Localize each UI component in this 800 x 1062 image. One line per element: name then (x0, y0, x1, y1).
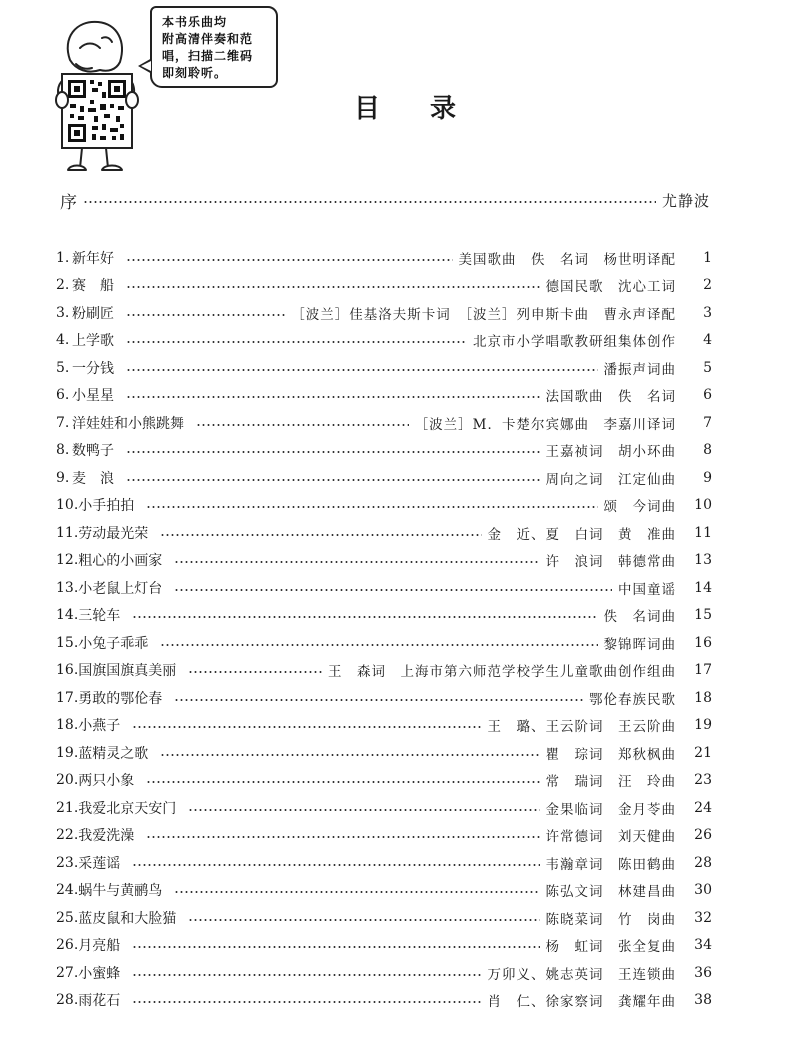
entry-number: 21. (56, 799, 79, 816)
page-number: 34 (694, 937, 712, 954)
song-credit: 王 森词 上海市第六师范学校学生儿童歌曲创作组曲 (328, 664, 676, 681)
entry-number: 14. (56, 607, 79, 624)
entry-number: 15. (56, 634, 79, 651)
song-credit: 王 璐、王云阶词 王云阶曲 (487, 719, 676, 736)
dot-leader (160, 534, 481, 536)
song-title: 我爱洗澡 (78, 828, 135, 845)
dot-leader (174, 589, 612, 591)
dot-leader (132, 726, 481, 728)
toc-entry[interactable] (56, 959, 712, 987)
song-credit: 陈弘文词 林建昌曲 (545, 884, 676, 901)
entry-number: 6. (56, 387, 70, 404)
dot-leader (132, 946, 539, 948)
toc-entry[interactable] (56, 382, 712, 410)
toc-entry[interactable] (56, 712, 712, 740)
song-title: 洋娃娃和小熊跳舞 (72, 415, 184, 432)
entry-number: 11. (56, 524, 79, 541)
entry-number: 25. (56, 909, 79, 926)
table-of-contents (56, 244, 712, 1014)
song-title: 粗心的小画家 (78, 553, 163, 570)
dot-leader (174, 891, 539, 893)
toc-entry[interactable] (56, 409, 712, 437)
dot-leader (188, 671, 322, 673)
entry-number: 28. (56, 992, 79, 1009)
page-number: 11 (694, 524, 712, 541)
entry-number: 23. (56, 854, 79, 871)
page-number: 21 (694, 744, 712, 761)
toc-entry[interactable] (56, 299, 712, 327)
page-number: 8 (703, 442, 712, 459)
song-title: 三轮车 (78, 608, 121, 625)
dot-leader (126, 286, 540, 288)
page-number: 1 (703, 249, 712, 266)
song-title: 蓝皮鼠和大脸猫 (78, 910, 177, 927)
page-number: 16 (694, 634, 712, 651)
song-credit: 陈晓菜词 竹 岗曲 (545, 911, 676, 928)
page-number: 6 (703, 387, 712, 404)
page-number: 17 (694, 662, 712, 679)
toc-entry[interactable] (56, 629, 712, 657)
entry-number: 7. (56, 414, 70, 431)
page-number: 4 (703, 332, 712, 349)
dot-leader (188, 809, 539, 811)
song-credit: 肖 仁、徐家察词 龚耀年曲 (487, 994, 676, 1011)
song-credit: 北京市小学唱歌教研组集体创作 (473, 334, 676, 351)
dot-leader (132, 974, 481, 976)
toc-entry[interactable] (56, 877, 712, 905)
dot-leader (174, 561, 539, 563)
song-title: 月亮船 (78, 938, 121, 955)
toc-entry[interactable] (56, 492, 712, 520)
toc-entry[interactable] (56, 244, 712, 272)
song-title: 蜗牛与黄鹂鸟 (78, 883, 163, 900)
page-number: 26 (694, 827, 712, 844)
page-number: 13 (694, 552, 712, 569)
song-title: 雨花石 (78, 993, 121, 1010)
dot-leader (126, 341, 467, 343)
song-title: 蓝精灵之歌 (78, 745, 149, 762)
toc-entry[interactable] (56, 657, 712, 685)
dot-leader (188, 919, 539, 921)
toc-entry[interactable] (56, 987, 712, 1015)
entry-number: 19. (56, 744, 79, 761)
dot-leader (132, 864, 539, 866)
page-number: 3 (703, 304, 712, 321)
page-number: 18 (694, 689, 712, 706)
song-credit: 许 浪词 韩德常曲 (545, 554, 676, 571)
page-number: 14 (694, 579, 712, 596)
song-credit: 杨 虹词 张全复曲 (545, 939, 676, 956)
dot-leader (146, 506, 597, 508)
song-credit: 许常德词 刘天健曲 (545, 829, 676, 846)
toc-entry[interactable] (56, 767, 712, 795)
page-number: 5 (703, 359, 712, 376)
page-number: 15 (694, 607, 712, 624)
song-title: 赛 船 (72, 278, 114, 295)
song-credit: 瞿 琮词 郑秋枫曲 (545, 746, 676, 763)
song-title: 上学歌 (72, 333, 114, 350)
entry-number: 27. (56, 964, 79, 981)
page-number: 38 (694, 992, 712, 1009)
dot-leader (83, 201, 656, 203)
toc-entry[interactable] (56, 739, 712, 767)
song-title: 小燕子 (78, 718, 121, 735)
entry-number: 17. (56, 689, 79, 706)
song-title: 麦 浪 (72, 470, 114, 487)
song-title: 一分钱 (72, 360, 114, 377)
song-credit: 佚 名词曲 (603, 609, 676, 626)
toc-entry[interactable] (56, 437, 712, 465)
entry-number: 20. (56, 772, 79, 789)
entry-number: 8. (56, 442, 70, 459)
toc-entry[interactable] (56, 904, 712, 932)
song-title: 国旗国旗真美丽 (78, 663, 177, 680)
song-title: 粉刷匠 (72, 305, 114, 322)
toc-entry[interactable] (56, 822, 712, 850)
dot-leader (146, 836, 539, 838)
song-title: 小蜜蜂 (78, 965, 121, 982)
song-credit: 金 近、夏 白词 黄 准曲 (487, 526, 676, 543)
song-credit: ［波兰］M．卡楚尔宾娜曲 李嘉川译词 (414, 416, 676, 433)
dot-leader (126, 451, 540, 453)
song-title: 数鸭子 (72, 443, 114, 460)
song-credit: 金果临词 金月苓曲 (545, 801, 676, 818)
toc-entry[interactable] (56, 794, 712, 822)
entry-number: 16. (56, 662, 79, 679)
song-credit: 韦瀚章词 陈田鹤曲 (545, 856, 676, 873)
song-credit: 中国童谣 (618, 581, 676, 598)
entry-number: 4. (56, 332, 70, 349)
entry-number: 9. (56, 469, 70, 486)
dot-leader (132, 616, 597, 618)
song-title: 两只小象 (78, 773, 135, 790)
page-number: 7 (703, 414, 712, 431)
preface-label: 序 (60, 192, 77, 213)
page-number: 30 (694, 882, 712, 899)
song-credit: 潘振声词曲 (603, 361, 676, 378)
dot-leader (196, 424, 409, 426)
song-title: 劳动最光荣 (78, 525, 149, 542)
entry-number: 10. (56, 497, 79, 514)
toc-entry[interactable] (56, 354, 712, 382)
preface-entry[interactable] (60, 188, 710, 212)
song-credit: 常 瑞词 汪 玲曲 (545, 774, 676, 791)
speech-line: 即刻聆听。 (162, 66, 228, 80)
speech-line: 附高清伴奏和范 (162, 32, 254, 46)
song-title: 小手拍拍 (78, 498, 135, 515)
entry-number: 12. (56, 552, 79, 569)
page-number: 24 (694, 799, 712, 816)
song-credit: 王嘉祯词 胡小环曲 (545, 444, 676, 461)
preface-author: 尤静波 (661, 191, 710, 210)
entry-number: 1. (56, 249, 70, 266)
page-number: 23 (694, 772, 712, 789)
toc-entry[interactable] (56, 684, 712, 712)
speech-line: 本书乐曲均 (162, 15, 228, 29)
song-credit: 周向之词 江定仙曲 (545, 471, 676, 488)
entry-number: 5. (56, 359, 70, 376)
toc-entry[interactable] (56, 849, 712, 877)
dot-leader (126, 369, 598, 371)
dot-leader (160, 754, 539, 756)
toc-entry[interactable] (56, 547, 712, 575)
dot-leader (126, 479, 540, 481)
entry-number: 3. (56, 304, 70, 321)
toc-entry[interactable] (56, 272, 712, 300)
song-credit: 美国歌曲 佚 名词 杨世明译配 (458, 251, 676, 268)
page-title: 目录 (353, 94, 506, 124)
entry-number: 22. (56, 827, 79, 844)
song-credit: 颂 今词曲 (603, 499, 676, 516)
toc-entry[interactable] (56, 932, 712, 960)
song-credit: 万卯义、姚志英词 王连锁曲 (487, 966, 676, 983)
entry-number: 26. (56, 937, 79, 954)
toc-entry[interactable] (56, 464, 712, 492)
toc-entry[interactable] (56, 519, 712, 547)
toc-entry[interactable] (56, 602, 712, 630)
song-title: 新年好 (72, 250, 114, 267)
dot-leader (132, 1001, 481, 1003)
page-number: 19 (694, 717, 712, 734)
dot-leader (126, 396, 540, 398)
song-title: 我爱北京天安门 (78, 800, 177, 817)
entry-number: 13. (56, 579, 79, 596)
dot-leader (126, 259, 453, 261)
entry-number: 18. (56, 717, 79, 734)
toc-entry[interactable] (56, 327, 712, 355)
song-title: 采莲谣 (78, 855, 121, 872)
page-number: 9 (703, 469, 712, 486)
song-credit: 黎锦晖词曲 (603, 636, 676, 653)
entry-number: 24. (56, 882, 79, 899)
page-number: 10 (694, 497, 712, 514)
dot-leader (126, 314, 285, 316)
song-credit: 法国歌曲 佚 名词 (545, 389, 676, 406)
song-credit: 德国民歌 沈心工词 (545, 279, 676, 296)
page-number: 2 (703, 277, 712, 294)
dot-leader (146, 781, 539, 783)
song-title: 勇敢的鄂伦春 (78, 690, 163, 707)
song-title: 小兔子乖乖 (78, 635, 149, 652)
song-credit: ［波兰］佳基洛夫斯卡词 ［波兰］列申斯卡曲 曹永声译配 (291, 306, 676, 323)
speech-bubble (150, 6, 278, 88)
page-number: 28 (694, 854, 712, 871)
page-number: 36 (694, 964, 712, 981)
song-title: 小老鼠上灯台 (78, 580, 163, 597)
song-credit: 鄂伦春族民歌 (589, 691, 676, 708)
dot-leader (160, 644, 597, 646)
toc-entry[interactable] (56, 574, 712, 602)
song-title: 小星星 (72, 388, 114, 405)
page-number: 32 (694, 909, 712, 926)
entry-number: 2. (56, 277, 70, 294)
dot-leader (174, 699, 583, 701)
speech-line: 唱，扫描二维码 (162, 49, 254, 63)
